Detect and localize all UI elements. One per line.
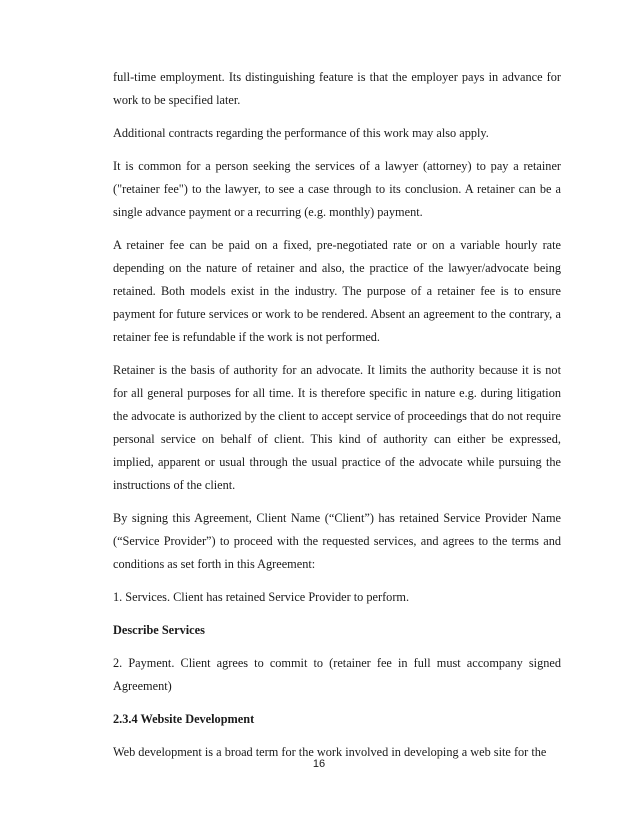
paragraph-retainer-authority: Retainer is the basis of authority for an advocate. It limits the authority because it is not for all general purposes for all time. It is therefore specific in nature e.g. during litigation the advocate is authorized by the client to accept service of proceedings that do not require personal service on behalf of client. This kind of authority can either be expressed, implied, apparent or usual through the usual practice of the advocate while pursuing the instructions of the client. <box>113 363 561 492</box>
paragraph-agreement-signing: By signing this Agreement, Client Name (“Client”) has retained Service Provider Name (“Service Provider”) to proceed with the requested services, and agrees to the terms and conditions as set forth in this Agreement: <box>113 511 561 571</box>
heading-website-development: 2.3.4 Website Development <box>113 712 255 726</box>
paragraph-services: 1. Services. Client has retained Service Provider to perform. <box>113 590 410 604</box>
paragraph-additional-contracts: Additional contracts regarding the performance of this work may also apply. <box>113 126 489 140</box>
document-body <box>113 66 561 774</box>
paragraph-web-development: Web development is a broad term for the work involved in developing a web site for the <box>113 745 547 759</box>
paragraph-payment: 2. Payment. Client agrees to commit to (retainer fee in full must accompany signed Agreement) <box>113 656 561 693</box>
paragraph-retainer-common: It is common for a person seeking the services of a lawyer (attorney) to pay a retainer ("retainer fee") to the lawyer, to see a case through to its conclusion. A retainer can be a single advance payment or a recurring (e.g. monthly) payment. <box>113 159 561 219</box>
paragraph-retainer-fee: A retainer fee can be paid on a fixed, pre-negotiated rate or on a variable hourly rate depending on the nature of retainer and also, the practice of the lawyer/advocate being retained. Both models exist in the industry. The purpose of a retainer fee is to ensure payment for future services or work to be rendered. Absent an agreement to the contrary, a retainer fee is refundable if the work is not performed. <box>113 238 561 344</box>
paragraph-full-time-employment: full-time employment. Its distinguishing feature is that the employer pays in advance for work to be specified later. <box>113 70 561 107</box>
page-number: 16 <box>312 758 326 770</box>
heading-describe-services: Describe Services <box>113 623 205 637</box>
